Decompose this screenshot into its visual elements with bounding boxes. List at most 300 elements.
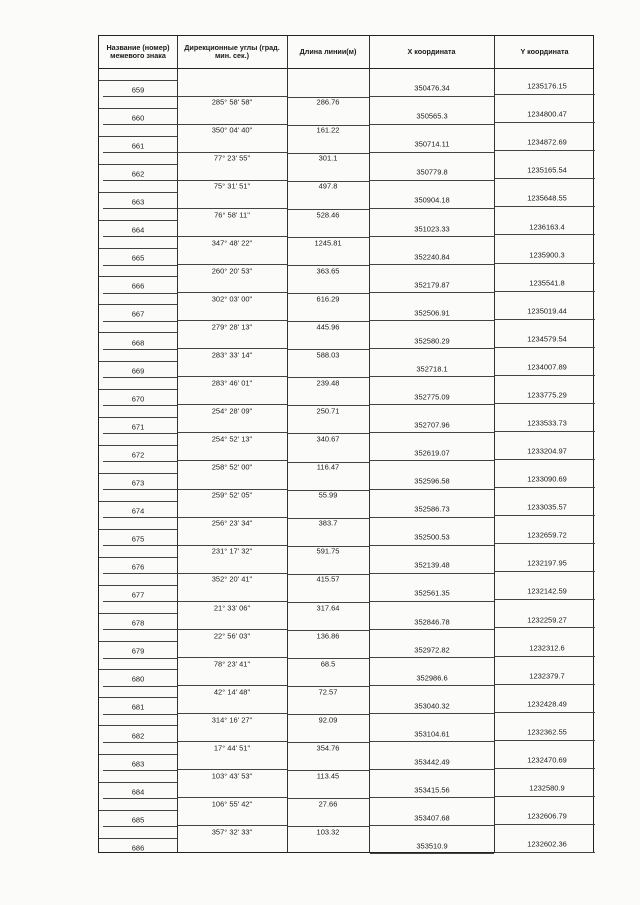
x-coordinate: 352500.53 (414, 532, 450, 542)
coordinates-table (98, 35, 594, 853)
mark-number: 675 (131, 534, 145, 544)
row-divider (370, 713, 494, 714)
x-coordinate: 352775.09 (414, 392, 450, 402)
row-divider (370, 124, 494, 125)
x-coordinate: 350904.18 (414, 195, 450, 205)
row-divider (99, 782, 177, 783)
row-divider (178, 180, 287, 181)
row-divider (99, 473, 177, 474)
row-divider (178, 320, 287, 321)
mark-number: 663 (131, 197, 145, 207)
y-coordinate: 1236163.4 (529, 222, 565, 232)
x-coordinate: 352986.6 (416, 673, 448, 683)
line-length: 68.5 (320, 659, 336, 669)
line-length: 72.57 (318, 687, 338, 697)
y-coordinate: 1235019.44 (527, 306, 567, 316)
row-divider (370, 853, 494, 854)
row-divider (288, 826, 369, 827)
column-divider (494, 36, 495, 852)
direction-angle: 42° 14' 48" (213, 687, 251, 697)
row-divider (495, 150, 595, 151)
mark-number: 667 (131, 309, 145, 319)
row-divider (178, 236, 287, 237)
direction-angle: 258° 52' 00" (211, 462, 253, 472)
row-divider (99, 417, 177, 418)
x-coordinate: 351023.33 (414, 224, 450, 234)
row-divider (495, 459, 595, 460)
row-divider (103, 629, 177, 630)
row-divider (103, 601, 177, 602)
row-divider (495, 627, 595, 628)
x-coordinate: 352561.35 (414, 588, 450, 598)
row-divider (370, 460, 494, 461)
row-divider (370, 545, 494, 546)
x-coordinate: 352718.1 (416, 364, 448, 374)
row-divider (288, 433, 369, 434)
line-length: 103.32 (316, 827, 340, 837)
line-length: 250.71 (316, 406, 340, 416)
row-divider (495, 712, 595, 713)
row-divider (103, 658, 177, 659)
row-divider (99, 445, 177, 446)
row-divider (288, 574, 369, 575)
row-divider (99, 754, 177, 755)
row-divider (178, 292, 287, 293)
row-divider (103, 461, 177, 462)
row-divider (370, 629, 494, 630)
row-divider (103, 236, 177, 237)
row-divider (370, 741, 494, 742)
line-length: 161.22 (316, 125, 340, 135)
row-divider (288, 377, 369, 378)
line-length: 317.64 (316, 603, 340, 613)
y-coordinate: 1234800.47 (527, 109, 567, 119)
y-coordinate: 1233090.69 (527, 474, 567, 484)
row-divider (288, 798, 369, 799)
row-divider (370, 601, 494, 602)
column-divider (177, 36, 178, 852)
x-coordinate: 352580.29 (414, 336, 450, 346)
row-divider (495, 543, 595, 544)
row-divider (99, 276, 177, 277)
header-mark: Название (номер) межевого знака (106, 42, 170, 60)
line-length: 340.67 (316, 434, 340, 444)
row-divider (288, 742, 369, 743)
row-divider (370, 797, 494, 798)
row-divider (99, 838, 177, 839)
direction-angle: 285° 58' 58" (211, 97, 253, 107)
row-divider (370, 180, 494, 181)
row-divider (288, 714, 369, 715)
direction-angle: 21° 33' 06" (213, 603, 251, 613)
x-coordinate: 352586.73 (414, 504, 450, 514)
row-divider (288, 237, 369, 238)
line-length: 588.03 (316, 350, 340, 360)
row-divider (495, 347, 595, 348)
row-divider (99, 332, 177, 333)
line-length: 528.46 (316, 210, 340, 220)
direction-angle: 17° 44' 51" (213, 743, 251, 753)
row-divider (103, 798, 177, 799)
header-angle: Дирекционные углы (град. мин. сек.) (184, 42, 280, 60)
y-coordinate: 1235165.54 (527, 165, 567, 175)
row-divider (99, 304, 177, 305)
row-divider (103, 545, 177, 546)
x-coordinate: 350476.34 (414, 83, 450, 93)
row-divider (178, 825, 287, 826)
mark-number: 666 (131, 281, 145, 291)
row-divider (288, 658, 369, 659)
direction-angle: 75° 31' 51" (213, 181, 251, 191)
mark-number: 665 (131, 253, 145, 263)
row-divider (178, 264, 287, 265)
row-divider (103, 714, 177, 715)
row-divider (178, 769, 287, 770)
row-divider (495, 656, 595, 657)
row-divider (99, 361, 177, 362)
y-coordinate: 1232379.7 (529, 671, 565, 681)
row-divider (370, 348, 494, 349)
row-divider (103, 686, 177, 687)
x-coordinate: 352240.84 (414, 252, 450, 262)
mark-number: 682 (131, 731, 145, 741)
mark-number: 661 (131, 141, 145, 151)
mark-number: 676 (131, 562, 145, 572)
row-divider (103, 180, 177, 181)
row-divider (288, 490, 369, 491)
direction-angle: 302° 03' 00" (211, 294, 253, 304)
row-divider (103, 349, 177, 350)
row-divider (370, 208, 494, 209)
line-length: 113.45 (316, 771, 340, 781)
line-length: 301.1 (318, 153, 338, 163)
mark-number: 683 (131, 759, 145, 769)
row-divider (99, 697, 177, 698)
x-coordinate: 350565.3 (416, 111, 448, 121)
mark-number: 677 (131, 590, 145, 600)
mark-number: 678 (131, 618, 145, 628)
y-coordinate: 1232259.27 (527, 615, 567, 625)
y-coordinate: 1235648.55 (527, 193, 567, 203)
row-divider (495, 206, 595, 207)
row-divider (495, 515, 595, 516)
row-divider (495, 431, 595, 432)
mark-number: 659 (131, 85, 145, 95)
row-divider (288, 153, 369, 154)
line-length: 383.7 (318, 518, 338, 528)
row-divider (103, 742, 177, 743)
row-divider (178, 124, 287, 125)
x-coordinate: 350779.8 (416, 167, 448, 177)
x-coordinate: 353415.56 (414, 785, 450, 795)
row-divider (288, 630, 369, 631)
row-divider (370, 825, 494, 826)
row-divider (495, 796, 595, 797)
row-divider (99, 248, 177, 249)
row-divider (178, 657, 287, 658)
direction-angle: 76° 58' 11" (214, 210, 250, 220)
row-divider (370, 236, 494, 237)
row-divider (178, 573, 287, 574)
row-divider (288, 546, 369, 547)
direction-angle: 283° 33' 14" (211, 350, 253, 360)
row-divider (370, 657, 494, 658)
mark-number: 679 (131, 646, 145, 656)
row-divider (495, 319, 595, 320)
row-divider (495, 375, 595, 376)
row-divider (495, 740, 595, 741)
line-length: 92.09 (318, 715, 338, 725)
y-coordinate: 1234579.54 (527, 334, 567, 344)
row-divider (178, 601, 287, 602)
row-divider (288, 97, 369, 98)
y-coordinate: 1232362.55 (527, 727, 567, 737)
line-length: 27.66 (318, 799, 338, 809)
y-coordinate: 1235541.8 (529, 278, 565, 288)
direction-angle: 78° 23' 41" (213, 659, 251, 669)
row-divider (178, 713, 287, 714)
row-divider (370, 573, 494, 574)
mark-number: 673 (131, 478, 145, 488)
row-divider (99, 80, 177, 81)
row-divider (103, 152, 177, 153)
x-coordinate: 352707.96 (414, 420, 450, 430)
row-divider (178, 685, 287, 686)
line-length: 1245.81 (314, 238, 342, 248)
direction-angle: 254° 28' 09" (211, 406, 253, 416)
header-length: Длина линии(м) (299, 46, 357, 56)
row-divider (495, 852, 595, 853)
mark-number: 684 (131, 787, 145, 797)
row-divider (495, 122, 595, 123)
line-length: 286.76 (316, 97, 340, 107)
row-divider (178, 152, 287, 153)
x-coordinate: 352139.48 (414, 560, 450, 570)
y-coordinate: 1232580.9 (529, 783, 565, 793)
row-divider (103, 770, 177, 771)
row-divider (178, 208, 287, 209)
row-divider (99, 136, 177, 137)
y-coordinate: 1233035.57 (527, 502, 567, 512)
header-divider (99, 68, 593, 69)
line-length: 55.99 (318, 490, 338, 500)
y-coordinate: 1232197.95 (527, 558, 567, 568)
row-divider (370, 404, 494, 405)
header-y: Y координата (520, 46, 569, 56)
row-divider (99, 108, 177, 109)
row-divider (370, 432, 494, 433)
mark-number: 668 (131, 338, 145, 348)
row-divider (99, 725, 177, 726)
row-divider (495, 768, 595, 769)
y-coordinate: 1232606.79 (527, 811, 567, 821)
row-divider (288, 462, 369, 463)
row-divider (178, 629, 287, 630)
mark-number: 664 (131, 225, 145, 235)
row-divider (370, 376, 494, 377)
row-divider (99, 164, 177, 165)
row-divider (178, 741, 287, 742)
row-divider (99, 192, 177, 193)
row-divider (288, 181, 369, 182)
row-divider (99, 585, 177, 586)
y-coordinate: 1232602.36 (527, 839, 567, 849)
line-length: 239.48 (316, 378, 340, 388)
y-coordinate: 1235176.15 (527, 81, 567, 91)
row-divider (495, 403, 595, 404)
direction-angle: 350° 04' 40" (211, 125, 253, 135)
mark-number: 662 (131, 169, 145, 179)
row-divider (370, 685, 494, 686)
x-coordinate: 352596.58 (414, 476, 450, 486)
x-coordinate: 350714.11 (414, 139, 450, 149)
mark-number: 674 (131, 506, 145, 516)
row-divider (99, 389, 177, 390)
row-divider (288, 265, 369, 266)
column-divider (369, 36, 370, 852)
row-divider (103, 517, 177, 518)
row-divider (178, 460, 287, 461)
y-coordinate: 1232659.72 (527, 530, 567, 540)
row-divider (103, 124, 177, 125)
row-divider (178, 348, 287, 349)
direction-angle: 106° 55' 42" (211, 799, 253, 809)
x-coordinate: 352619.07 (414, 448, 450, 458)
row-divider (178, 517, 287, 518)
row-divider (370, 769, 494, 770)
mark-number: 660 (131, 113, 145, 123)
line-length: 136.86 (316, 631, 340, 641)
row-divider (370, 96, 494, 97)
header-x: X координата (407, 46, 456, 56)
line-length: 363.65 (316, 266, 340, 276)
direction-angle: 357° 32' 33" (211, 827, 253, 837)
row-divider (495, 94, 595, 95)
y-coordinate: 1235900.3 (529, 250, 565, 260)
row-divider (99, 669, 177, 670)
row-divider (103, 405, 177, 406)
row-divider (103, 293, 177, 294)
row-divider (103, 377, 177, 378)
x-coordinate: 352506.91 (414, 308, 450, 318)
row-divider (370, 517, 494, 518)
y-coordinate: 1233775.29 (527, 390, 567, 400)
row-divider (103, 489, 177, 490)
row-divider (288, 125, 369, 126)
row-divider (103, 573, 177, 574)
y-coordinate: 1232142.59 (527, 586, 567, 596)
row-divider (495, 599, 595, 600)
x-coordinate: 352179.87 (414, 280, 450, 290)
y-coordinate: 1232470.69 (527, 755, 567, 765)
line-length: 497.8 (318, 181, 338, 191)
row-divider (178, 545, 287, 546)
direction-angle: 254° 52' 13" (211, 434, 253, 444)
row-divider (370, 292, 494, 293)
row-divider (288, 602, 369, 603)
x-coordinate: 353104.61 (414, 729, 450, 739)
direction-angle: 22° 56' 03" (213, 631, 251, 641)
row-divider (99, 810, 177, 811)
row-divider (178, 432, 287, 433)
direction-angle: 347° 48' 22" (211, 238, 253, 248)
row-divider (495, 234, 595, 235)
direction-angle: 260° 20' 53" (211, 266, 253, 276)
mark-number: 685 (131, 815, 145, 825)
direction-angle: 256° 23' 34" (211, 518, 253, 528)
line-length: 116.47 (316, 462, 340, 472)
mark-number: 680 (131, 674, 145, 684)
mark-number: 670 (131, 394, 145, 404)
row-divider (288, 405, 369, 406)
direction-angle: 103° 43' 53" (211, 771, 253, 781)
line-length: 445.96 (316, 322, 340, 332)
row-divider (495, 684, 595, 685)
mark-number: 671 (131, 422, 145, 432)
row-divider (288, 518, 369, 519)
row-divider (495, 571, 595, 572)
row-divider (288, 209, 369, 210)
x-coordinate: 352972.82 (414, 645, 450, 655)
row-divider (495, 263, 595, 264)
mark-number: 686 (131, 843, 145, 853)
x-coordinate: 352846.78 (414, 617, 450, 627)
direction-angle: 259° 52' 05" (211, 490, 253, 500)
mark-number: 669 (131, 366, 145, 376)
row-divider (288, 770, 369, 771)
row-divider (288, 321, 369, 322)
row-divider (178, 96, 287, 97)
row-divider (370, 489, 494, 490)
row-divider (178, 489, 287, 490)
row-divider (99, 220, 177, 221)
direction-angle: 283° 46' 01" (211, 378, 253, 388)
row-divider (370, 264, 494, 265)
row-divider (370, 152, 494, 153)
row-divider (99, 529, 177, 530)
y-coordinate: 1233533.73 (527, 418, 567, 428)
x-coordinate: 353040.32 (414, 701, 450, 711)
row-divider (495, 487, 595, 488)
row-divider (495, 178, 595, 179)
row-divider (495, 291, 595, 292)
row-divider (288, 293, 369, 294)
row-divider (99, 613, 177, 614)
row-divider (178, 404, 287, 405)
row-divider (178, 797, 287, 798)
y-coordinate: 1232312.6 (529, 643, 565, 653)
row-divider (99, 641, 177, 642)
y-coordinate: 1234007.89 (527, 362, 567, 372)
direction-angle: 279° 28' 13" (211, 322, 253, 332)
y-coordinate: 1232428.49 (527, 699, 567, 709)
x-coordinate: 353442.49 (414, 757, 450, 767)
y-coordinate: 1233204.97 (527, 446, 567, 456)
y-coordinate: 1234872.69 (527, 137, 567, 147)
line-length: 415.57 (316, 574, 340, 584)
direction-angle: 77° 23' 55" (213, 153, 251, 163)
direction-angle: 314° 16' 27" (211, 715, 253, 725)
line-length: 591.75 (316, 546, 340, 556)
column-divider (287, 36, 288, 852)
x-coordinate: 353510.9 (416, 841, 448, 851)
row-divider (370, 320, 494, 321)
line-length: 616.29 (316, 294, 340, 304)
direction-angle: 231° 17' 32" (211, 546, 253, 556)
row-divider (288, 686, 369, 687)
row-divider (103, 96, 177, 97)
row-divider (178, 376, 287, 377)
